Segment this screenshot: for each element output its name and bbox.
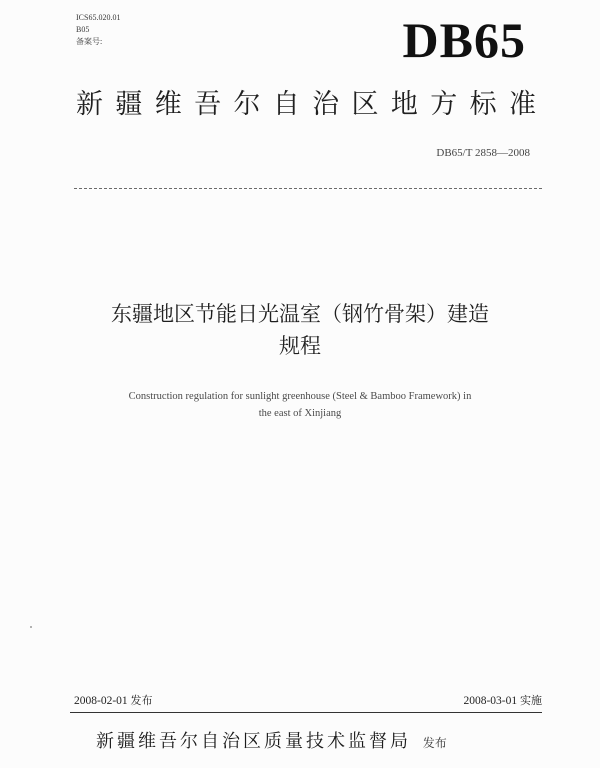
issue-date-label: 发布 [130, 694, 153, 707]
standard-title-char: 地 [390, 89, 418, 120]
standard-title-char: 准 [508, 89, 536, 120]
standard-class-title [76, 88, 536, 122]
top-divider [74, 188, 542, 189]
title-zh-line-1: 东疆地区节能日光温室（钢竹骨架）建造 [111, 302, 489, 326]
implementation-date-label: 实施 [520, 694, 542, 707]
title-zh-line-2: 规程 [279, 334, 321, 358]
standard-title-char: 新 [76, 89, 103, 120]
issuer-name: 新疆维吾尔自治区质量技术监督局 [96, 731, 411, 752]
standard-title-char: 尔 [233, 89, 261, 120]
standard-title-char: 方 [430, 89, 458, 120]
issue-date-value: 2008-02-01 [74, 695, 128, 707]
category-code: B05 [76, 25, 90, 34]
standard-title-char: 疆 [115, 89, 143, 120]
bottom-divider [70, 712, 542, 713]
db-mark: DB65 [402, 12, 526, 68]
issue-date [74, 694, 153, 708]
document-title-english [60, 388, 540, 422]
ics-code: ICS65.020.01 [76, 13, 121, 22]
implementation-date-value: 2008-03-01 [463, 695, 518, 707]
scan-speck [30, 626, 32, 628]
standard-title-char: 吾 [194, 89, 222, 120]
implementation-date [463, 694, 542, 708]
standard-title-char: 自 [272, 89, 300, 120]
title-en-line-2: the east of Xinjiang [258, 408, 342, 419]
filing-number: 备案号: [76, 37, 103, 46]
issuing-authority [96, 730, 447, 755]
standard-title-char: 维 [154, 89, 182, 120]
classification-block [76, 12, 120, 48]
standard-title-char: 标 [469, 89, 497, 120]
document-title [60, 298, 540, 362]
issuer-suffix: 发布 [422, 736, 447, 750]
standard-number: DB65/T 2858—2008 [436, 147, 530, 159]
standard-title-char: 区 [351, 89, 379, 120]
title-en-line-1: Construction regulation for sunlight greenhouse (Steel & Bamboo Framework) in [128, 391, 472, 402]
standard-title-char: 治 [312, 89, 340, 120]
